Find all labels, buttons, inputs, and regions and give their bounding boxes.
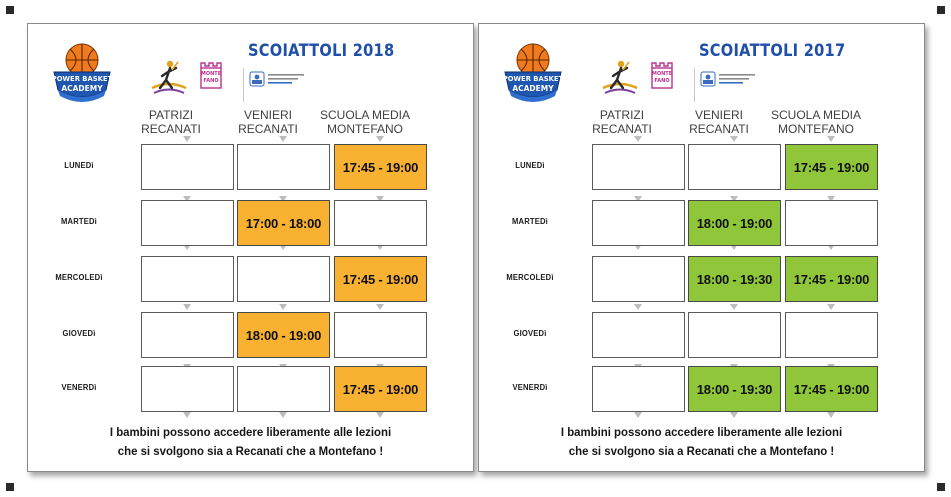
down-arrow-icon [634, 304, 642, 310]
schedule-slot-filled: 18:00 - 19:30 [688, 256, 781, 302]
day-label: MARTEDì [61, 217, 97, 226]
column-header [121, 108, 221, 136]
down-arrow-icon [730, 136, 738, 142]
svg-text:FANO: FANO [203, 78, 219, 84]
schedule-slot-empty [592, 144, 685, 190]
schedule-slot-filled: 18:00 - 19:30 [688, 366, 781, 412]
schedule-slot-empty [237, 144, 330, 190]
down-arrow-icon [279, 412, 287, 418]
schedule-slot-empty [141, 200, 234, 246]
power-basket-academy-logo [50, 42, 114, 108]
column-header-line: MONTEFANO [777, 122, 854, 136]
down-arrow-icon [827, 136, 835, 142]
day-label: VENERDì [61, 383, 97, 392]
down-arrow-icon [279, 136, 287, 142]
schedule-slot-filled: 18:00 - 19:00 [237, 312, 330, 358]
footer-note [490, 423, 913, 461]
basketball-player-logo [148, 58, 190, 100]
column-header-line: MONTEFANO [326, 122, 403, 136]
schedule-slot-filled: 17:00 - 18:00 [237, 200, 330, 246]
logo-text-1: POWER BASKET [51, 75, 113, 83]
column-header [218, 108, 318, 136]
schedule-slot-empty [785, 200, 878, 246]
monte-fano-logo [649, 58, 675, 92]
logo-divider [694, 68, 695, 102]
footer-line: che si svolgono sia a Recanati che a Montefano ! [117, 444, 384, 458]
panel-title: SCOIATTOLI 2017 [699, 41, 846, 61]
column-header-line: VENIERI [694, 108, 743, 122]
down-arrow-icon [827, 412, 835, 418]
column-header [315, 108, 415, 136]
svg-text:FANO: FANO [654, 78, 670, 84]
power-basket-academy-logo-svg [50, 42, 114, 108]
down-arrow-icon [827, 304, 835, 310]
down-arrow-icon [183, 412, 191, 418]
day-label: GIOVEDì [62, 329, 96, 338]
column-header-line: RECANATI [238, 122, 298, 136]
schedule-slot-empty [592, 256, 685, 302]
schedule-slot-empty [141, 256, 234, 302]
schedule-panel-2017 [478, 23, 925, 472]
logo-divider [243, 68, 244, 102]
schedule-slot-empty [237, 256, 330, 302]
affiliated-academy-logo [249, 70, 309, 96]
footer-note [39, 423, 462, 461]
schedule-slot-empty [688, 312, 781, 358]
down-arrow-icon [376, 412, 384, 418]
schedule-slot-empty [334, 200, 427, 246]
day-label: LUNEDì [515, 161, 545, 170]
schedule-slot-filled: 18:00 - 19:00 [688, 200, 781, 246]
footer-line: I bambini possono accedere liberamente alle lezioni [560, 425, 843, 439]
schedule-slot-empty [785, 312, 878, 358]
schedule-slot-filled: 17:45 - 19:00 [785, 144, 878, 190]
column-header [572, 108, 672, 136]
schedule-slot-empty [592, 366, 685, 412]
svg-text:MONTE: MONTE [651, 71, 673, 77]
schedule-slot-empty [141, 144, 234, 190]
panel-title: SCOIATTOLI 2018 [248, 41, 395, 61]
schedule-slot-empty [592, 200, 685, 246]
schedule-slot-filled: 17:45 - 19:00 [785, 366, 878, 412]
frame-corner [6, 483, 14, 491]
basketball-player-logo [599, 58, 641, 100]
down-arrow-icon [730, 412, 738, 418]
svg-text:MONTE: MONTE [200, 71, 222, 77]
column-header-line: RECANATI [141, 122, 201, 136]
frame-corner [6, 6, 14, 14]
column-header [669, 108, 769, 136]
schedule-slot-empty [141, 366, 234, 412]
day-label: MERCOLEDì [55, 273, 103, 282]
down-arrow-icon [183, 304, 191, 310]
schedule-slot-empty [141, 312, 234, 358]
down-arrow-icon [183, 136, 191, 142]
schedule-slot-filled: 17:45 - 19:00 [334, 256, 427, 302]
logo-text-2: ACADEMY [512, 84, 554, 93]
schedule-slot-filled: 17:45 - 19:00 [785, 256, 878, 302]
frame-corner [937, 483, 945, 491]
column-header-line: PATRIZI [599, 108, 645, 122]
down-arrow-icon [279, 304, 287, 310]
frame-corner [937, 6, 945, 14]
down-arrow-icon [634, 412, 642, 418]
column-header-line: PATRIZI [148, 108, 194, 122]
logo-text-2: ACADEMY [61, 84, 103, 93]
down-arrow-icon [376, 136, 384, 142]
power-basket-academy-logo [501, 42, 565, 108]
schedule-panel-2018 [27, 23, 474, 472]
schedule-slot-empty [688, 144, 781, 190]
column-header-line: VENIERI [243, 108, 292, 122]
schedule-slot-empty [334, 312, 427, 358]
affiliated-academy-logo [700, 70, 760, 96]
column-header-line: RECANATI [592, 122, 652, 136]
day-label: LUNEDì [64, 161, 94, 170]
column-header-line: SCUOLA MEDIA [770, 108, 862, 122]
day-label: GIOVEDì [513, 329, 547, 338]
down-arrow-icon [730, 304, 738, 310]
schedule-slot-filled: 17:45 - 19:00 [334, 366, 427, 412]
day-label: MARTEDì [512, 217, 548, 226]
column-header [766, 108, 866, 136]
day-label: MERCOLEDì [506, 273, 554, 282]
footer-line: che si svolgono sia a Recanati che a Montefano ! [568, 444, 835, 458]
schedule-slot-empty [592, 312, 685, 358]
logo-text-1: POWER BASKET [502, 75, 564, 83]
power-basket-academy-logo-svg [501, 42, 565, 108]
column-header-line: SCUOLA MEDIA [319, 108, 411, 122]
column-header-line: RECANATI [689, 122, 749, 136]
footer-line: I bambini possono accedere liberamente alle lezioni [109, 425, 392, 439]
schedule-slot-filled: 17:45 - 19:00 [334, 144, 427, 190]
schedule-slot-empty [237, 366, 330, 412]
day-label: VENERDì [512, 383, 548, 392]
down-arrow-icon [634, 136, 642, 142]
down-arrow-icon [376, 304, 384, 310]
monte-fano-logo [198, 58, 224, 92]
